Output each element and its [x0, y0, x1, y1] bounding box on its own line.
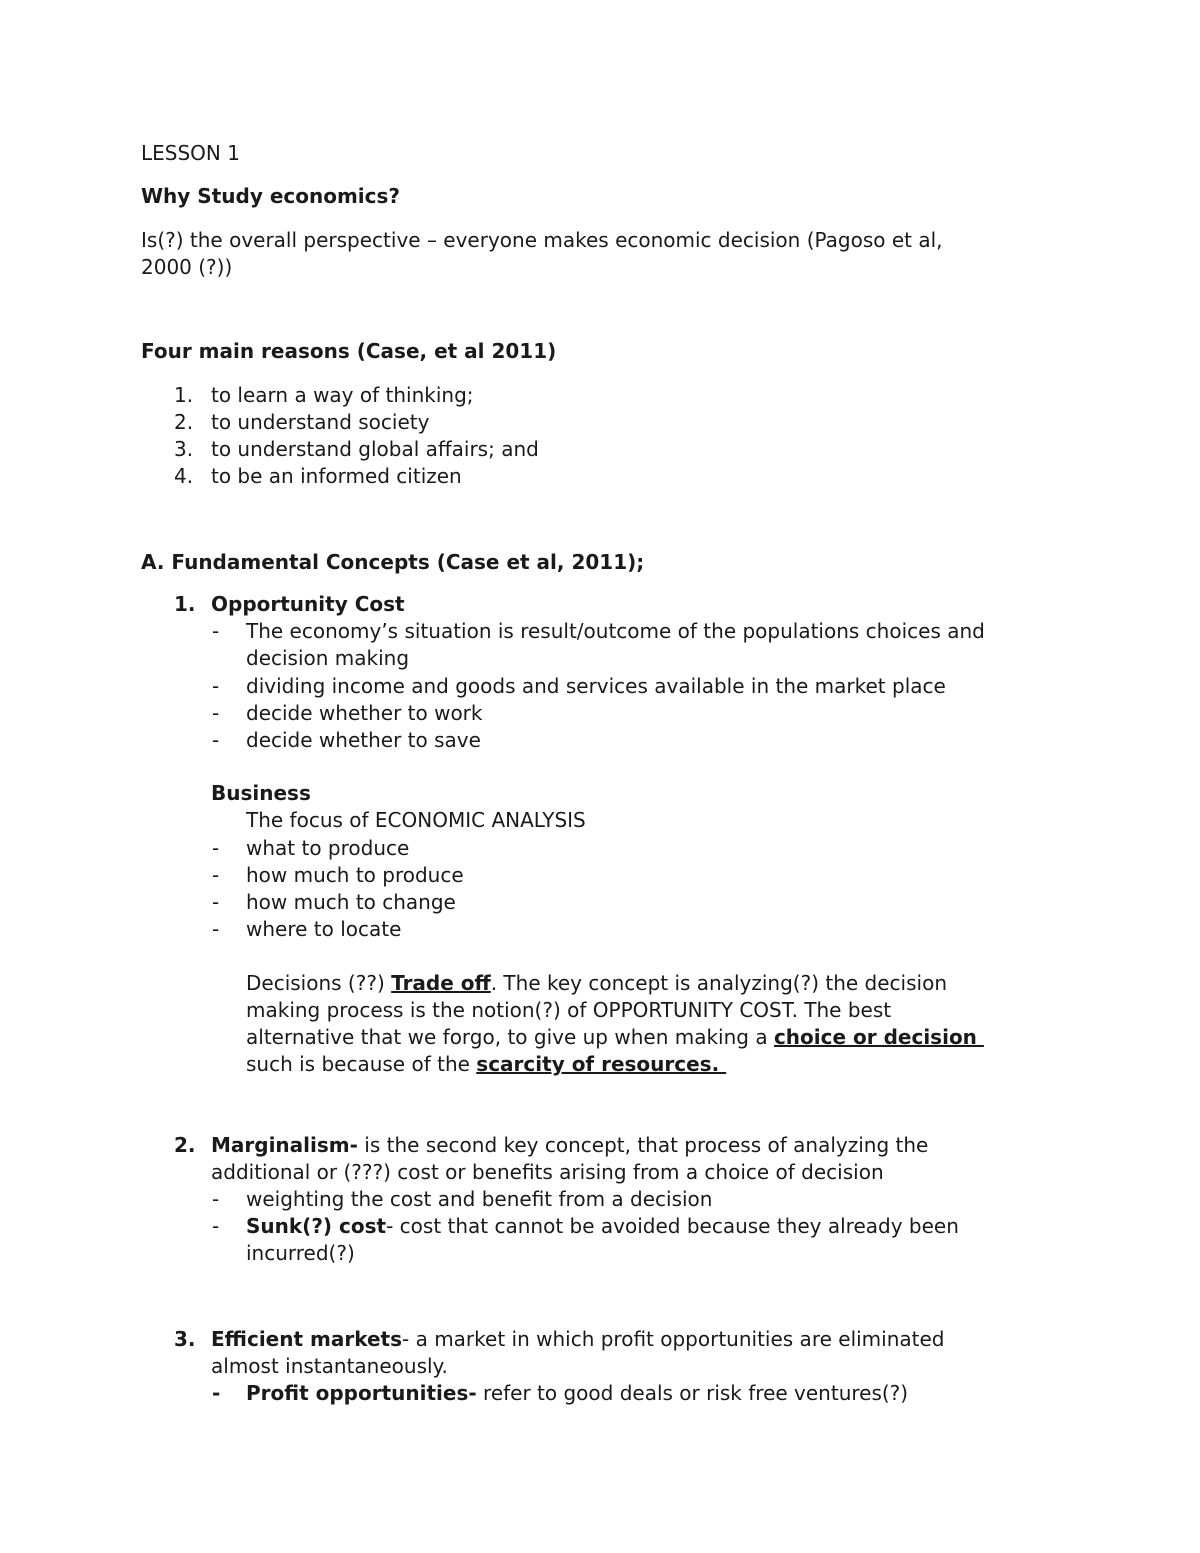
- bullet-dash: -: [212, 917, 220, 941]
- bullet-text: [246, 1380, 908, 1407]
- concept-title: Marginalism-: [211, 1133, 358, 1157]
- concept-line-1: [211, 1132, 928, 1159]
- intro-line-1: Is(?) the overall perspective – everyone makes economic decision (Pagoso et al,: [141, 228, 943, 252]
- bullet-text: The economy’s situation is result/outcome of the populations choices and: [246, 619, 985, 643]
- text-run: Decisions (??): [246, 971, 392, 995]
- text-run: alternative that we forgo, to give up when making a: [246, 1025, 774, 1049]
- concept-title: Efficient markets: [211, 1327, 402, 1351]
- list-text: to understand society: [211, 410, 430, 434]
- bullet-dash: -: [212, 1381, 221, 1405]
- bullet-dash: -: [212, 863, 220, 887]
- reasons-heading: Four main reasons (Case, et al 2011): [141, 339, 557, 363]
- text-run: such is because of the: [246, 1052, 477, 1076]
- bullet-text: [246, 1213, 959, 1240]
- bullet-text: what to produce: [246, 836, 410, 860]
- concept-number: 1.: [174, 592, 196, 616]
- list-text: to be an informed citizen: [211, 464, 462, 488]
- list-text: to understand global affairs; and: [211, 437, 539, 461]
- list-text: to learn a way of thinking;: [211, 383, 474, 407]
- decisions-line-2: making process is the notion(?) of OPPORTUNITY COST. The best: [246, 998, 892, 1022]
- bullet-dash: -: [212, 890, 220, 914]
- bullet-dash: -: [212, 836, 220, 860]
- bullet-text: how much to produce: [246, 863, 464, 887]
- bullet-dash: -: [212, 1214, 220, 1238]
- bullet-dash: -: [212, 674, 220, 698]
- bullet-text: decide whether to save: [246, 728, 481, 752]
- concept-number: 3.: [174, 1327, 196, 1351]
- text-run: - a market in which profit opportunities are eliminated: [402, 1327, 945, 1351]
- profit-opportunities-term: Profit opportunities-: [246, 1381, 477, 1405]
- bullet-dash: -: [212, 728, 220, 752]
- concept-line-2: additional or (???) cost or benefits arising from a choice of decision: [211, 1160, 884, 1184]
- list-number: 4.: [174, 464, 194, 488]
- text-run: - cost that cannot be avoided because they already been: [386, 1214, 959, 1238]
- text-run: is the second key concept, that process of analyzing the: [357, 1133, 929, 1157]
- text-run: refer to good deals or risk free ventures(?): [476, 1381, 909, 1405]
- bullet-text: how much to change: [246, 890, 456, 914]
- decisions-line-4: [246, 1051, 726, 1078]
- list-number: 1.: [174, 383, 194, 407]
- list-number: 2.: [174, 410, 194, 434]
- concept-number: 2.: [174, 1133, 196, 1157]
- scarcity-term: scarcity of resources.: [476, 1052, 727, 1076]
- choice-term: choice or decision: [773, 1025, 984, 1049]
- bullet-text: weighting the cost and benefit from a decision: [246, 1187, 713, 1211]
- concepts-heading: A. Fundamental Concepts (Case et al, 2011);: [141, 550, 645, 574]
- bullet-dash: -: [212, 701, 220, 725]
- text-run: . The key concept is analyzing(?) the decision: [490, 971, 947, 995]
- bullet-text: decision making: [246, 646, 410, 670]
- bullet-text: dividing income and goods and services available in the market place: [246, 674, 946, 698]
- concept-line-1: [211, 1326, 945, 1353]
- list-number: 3.: [174, 437, 194, 461]
- lesson-title: LESSON 1: [141, 141, 240, 165]
- why-heading: Why Study economics?: [141, 184, 401, 208]
- decisions-line-3: [246, 1024, 984, 1051]
- bullet-dash: -: [212, 1187, 220, 1211]
- business-heading: Business: [211, 781, 311, 805]
- intro-line-2: 2000 (?)): [141, 255, 233, 279]
- business-focus: The focus of ECONOMIC ANALYSIS: [246, 808, 586, 832]
- sunk-cost-term: Sunk(?) cost: [246, 1214, 387, 1238]
- bullet-text: where to locate: [246, 917, 402, 941]
- concept-title: Opportunity Cost: [211, 592, 405, 616]
- concept-line-2: almost instantaneously.: [211, 1354, 448, 1378]
- bullet-text: incurred(?): [246, 1241, 355, 1265]
- bullet-dash: -: [212, 619, 220, 643]
- decisions-line-1: [246, 970, 947, 997]
- trade-off-term: Trade off: [391, 971, 491, 995]
- bullet-text: decide whether to work: [246, 701, 483, 725]
